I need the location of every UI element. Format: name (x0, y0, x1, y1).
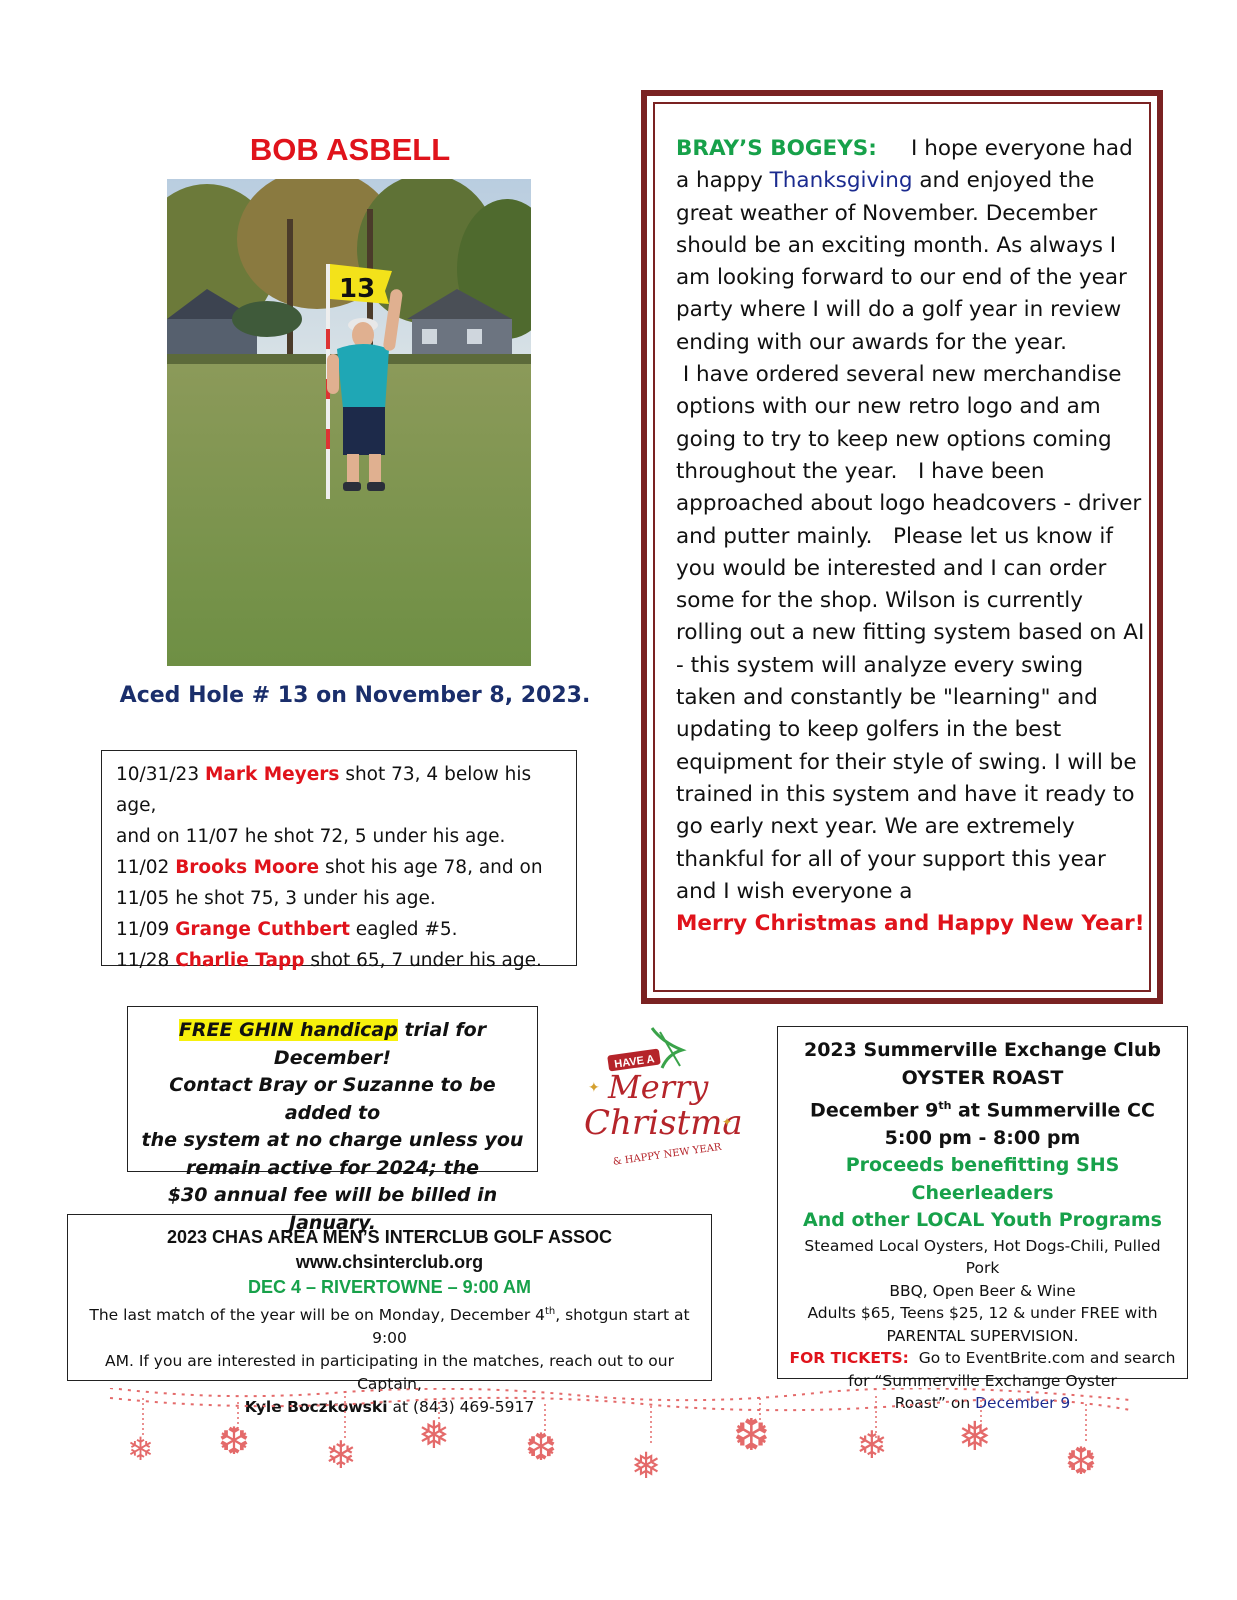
ace-title: BOB ASBELL (249, 132, 451, 167)
flag-number: 13 (339, 274, 376, 304)
star-icon: ✦ (588, 1080, 600, 1096)
tickets-text: Roast” on (894, 1394, 976, 1413)
oyster-benefit: And other LOCAL Youth Programs (803, 1209, 1162, 1232)
ace-photo (167, 179, 531, 666)
christmas-text: Christma (584, 1103, 742, 1143)
snowflake-garland (105, 1388, 1135, 1506)
ghin-box (127, 1006, 538, 1234)
score-line (116, 914, 562, 945)
scores-box (101, 750, 577, 971)
golfer-name: Mark Meyers (204, 764, 340, 785)
snowflake-icon: ❄ (127, 1430, 154, 1468)
captain-name: Kyle Boczkowski (244, 1398, 388, 1417)
snowflake-icon: ❅ (958, 1414, 992, 1460)
ghin-highlight: FREE GHIN handicap (178, 1019, 398, 1041)
interclub-text: AM. If you are interested in participating in the matches, reach out to our Captain, (105, 1352, 674, 1394)
score-line (116, 759, 562, 821)
ghin-line: the system at no charge unless you (141, 1129, 524, 1151)
interclub-text-part: , shotgun start at 9:00 (372, 1306, 690, 1348)
interclub-url[interactable]: www.chsinterclub.org (295, 1252, 484, 1272)
star-icon: ✦ (722, 1115, 733, 1129)
score-text: 10/31/23 (116, 764, 205, 785)
oyster-line: 2023 Summerville Exchange Club (803, 1039, 1162, 1061)
golfer-photo-image (167, 179, 531, 666)
oyster-menu: Steamed Local Oysters, Hot Dogs-Chili, Pulled Pork (804, 1236, 1161, 1278)
score-text: 11/05 he shot 75, 3 under his age. (116, 888, 436, 909)
oyster-title: OYSTER ROAST (901, 1066, 1064, 1089)
ghin-line: remain active for 2024; the (186, 1156, 479, 1179)
score-text: shot 65, 7 under his age. (304, 950, 542, 971)
golfer-name: Grange Cuthbert (175, 919, 350, 940)
bray-heading: BRAY’S BOGEYS: (676, 136, 877, 161)
new-year-text: & HAPPY NEW YEAR (612, 1141, 723, 1168)
interclub-text (78, 1300, 701, 1350)
oyster-benefit: Proceeds benefitting SHS Cheerleaders (845, 1154, 1120, 1204)
tickets-label: FOR TICKETS: (789, 1349, 909, 1368)
oyster-price: Adults $65, Teens $25, 12 & under FREE with (807, 1304, 1158, 1323)
score-text: eagled #5. (349, 919, 458, 940)
snowflake-icon: ❄ (856, 1423, 888, 1467)
score-text: and on 11/07 he shot 72, 5 under his age. (116, 826, 506, 847)
score-line (116, 945, 562, 976)
ghin-line: Contact Bray or Suzanne to be added to (169, 1074, 496, 1124)
golfer-name: Brooks Moore (175, 857, 320, 878)
bray-column (676, 133, 1152, 940)
merry-text: Merry (608, 1068, 709, 1106)
snowflake-icon: ❅ (631, 1446, 662, 1487)
oyster-date-text: December 9 (810, 1099, 939, 1122)
interclub-title: 2023 CHAS AREA MEN’S INTERCLUB GOLF ASSOC (166, 1227, 613, 1247)
oyster-tickets (788, 1347, 1177, 1370)
have-a-text: HAVE A (613, 1053, 656, 1071)
oyster-date-sup: th (938, 1099, 952, 1112)
oyster-roast-box (777, 1026, 1188, 1413)
interclub-sup: th (544, 1306, 556, 1317)
oyster-time: 5:00 pm - 8:00 pm (884, 1126, 1081, 1149)
score-text: 11/09 (116, 919, 176, 940)
bray-body-2: I have ordered several new merchandise options with our new retro logo and am going to try to keep new options coming throughout the year. I have been approached about logo headcovers - driver and putter mainly. Please let us know if you would be interested and I can order some for the shop. Wilson is currently rolling out a new fitting system based on AI - this system will analyze every swing taken and constantly be "learning" and updating to keep golfers in the best equipment for their style of swing. I will be trained in this system and have it ready to go early next year. We are extremely thankful for all of your support this year and I wish everyone a (676, 362, 1152, 904)
bray-closing: Merry Christmas and Happy New Year! (676, 911, 1145, 937)
score-text: shot 73, 4 below his age, (116, 764, 532, 816)
score-text: 11/02 (116, 857, 176, 878)
snowflake-icon: ❄ (325, 1433, 357, 1477)
golfer-name: Charlie Tapp (175, 950, 305, 971)
interclub-box (67, 1214, 712, 1417)
score-line (116, 852, 562, 883)
ace-caption: Aced Hole # 13 on November 8, 2023. (119, 683, 591, 708)
bray-body: and enjoyed the great weather of November. December should be an exciting month. As always I am looking forward to our end of the year party where I will do a golf year in review ending with our awards for the year. (676, 168, 1127, 355)
interclub-event: DEC 4 – RIVERTOWNE – 9:00 AM (247, 1277, 532, 1297)
score-line (116, 821, 562, 852)
score-line (116, 883, 562, 914)
ghin-line (138, 1017, 527, 1072)
oyster-date (788, 1092, 1177, 1125)
snowflake-icon: ❅ (418, 1413, 450, 1457)
oyster-menu: BBQ, Open Beer & Wine (889, 1281, 1076, 1300)
score-text: 11/28 (116, 950, 176, 971)
oyster-tickets: for “Summerville Exchange Oyster (848, 1371, 1117, 1390)
ghin-line: $30 annual fee will be billed in January. (167, 1184, 498, 1234)
tickets-text: Go to EventBrite.com and search (908, 1349, 1176, 1368)
bray-intro: I hope everyone had a happy (676, 136, 1140, 194)
ghin-text: trial for December! (273, 1019, 487, 1069)
merry-christmas-graphic (582, 1022, 742, 1174)
oyster-date-venue: at Summerville CC (951, 1099, 1155, 1122)
snowflake-icon: ❆ (733, 1410, 770, 1461)
snowflake-icon: ❆ (525, 1425, 557, 1469)
interclub-text-part: The last match of the year will be on Monday, December 4 (89, 1306, 545, 1325)
snowflake-icon: ❆ (1065, 1439, 1097, 1483)
thanksgiving-word: Thanksgiving (769, 168, 913, 194)
snowflake-icon: ❆ (218, 1419, 250, 1463)
tickets-date: December 9 (975, 1394, 1071, 1413)
oyster-price: PARENTAL SUPERVISION. (886, 1326, 1079, 1345)
captain-phone: at (843) 469-5917 (387, 1398, 535, 1417)
score-text: shot his age 78, and on (319, 857, 543, 878)
